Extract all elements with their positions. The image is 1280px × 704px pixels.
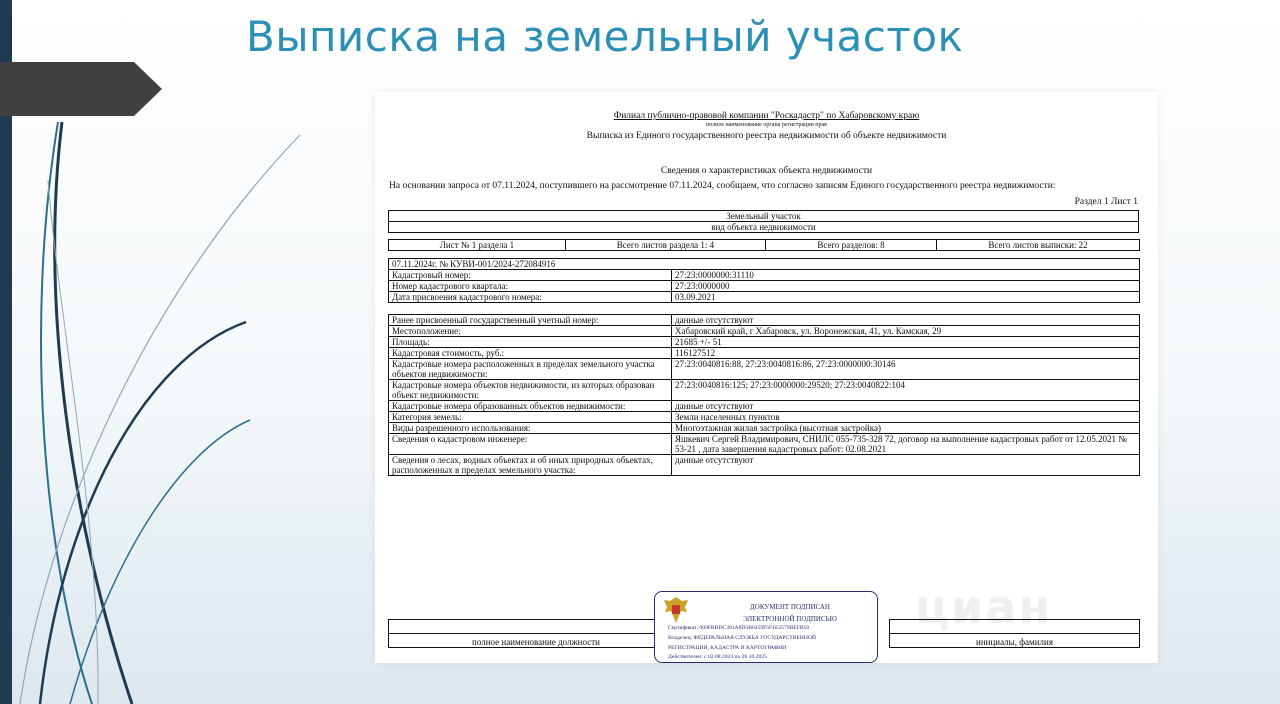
row-value: 116127512 [672,348,1140,359]
table-row [389,337,1140,348]
table-row [389,326,1140,337]
table-row [389,455,1140,476]
doc-heading: Выписка из Единого государственного реестра недвижимости об объекте недвижимости [586,131,947,141]
row-value: Яшкевич Сергей Владимирович, СНИЛС 055-735-328 72, договор на выполнение кадастровых работ от 12.05.2021 № 53-21 , дата завершения кадастровых работ: 02.08.2021 [672,434,1140,455]
row-label: Кадастровые номера расположенных в пределах земельного участка объектов недвижимости: [389,359,672,380]
title-arrow-tab [0,62,162,116]
row-value: Многоэтажная жилая застройка (высотная застройка) [672,423,1140,434]
characteristics-table [388,314,1140,476]
object-kind-caption: вид объекта недвижимости [389,222,1139,233]
identifiers-table [388,258,1140,303]
row-value: Земли населенных пунктов [672,412,1140,423]
row-value: Хабаровский край, г Хабаровск, ул. Воронежская, 41, ул. Камская, 29 [672,326,1140,337]
stamp-title-2: ЭЛЕКТРОННОЙ ПОДПИСЬЮ [743,615,837,623]
stamp-certificate: Сертификат: 009FBBDC381A8D3B6459F5F1E2579BEFB50 [668,625,810,631]
row-label: Ранее присвоенный государственный учетный номер: [389,315,672,326]
sheet-cell: Всего листов раздела 1: 4 [566,240,766,251]
row-label: Сведения о лесах, водных объектах и об иных природных объектах, расположенных в пределах земельного участка: [389,455,672,476]
doc-intro: На основании запроса от 07.11.2024, поступившего на рассмотрение 07.11.2024, сообщаем, что согласно записям Единого государственного реестра недвижимости: [389,181,1056,191]
stamp-owner-2: РЕГИСТРАЦИИ, КАДАСТРА И КАРТОГРАФИИ [668,645,787,651]
row-label: Кадастровые номера образованных объектов недвижимости: [389,401,672,412]
doc-org-name: Филиал публично-правовой компании "Роскадастр" по Хабаровскому краю [613,111,920,121]
row-label: Кадастровые номера объектов недвижимости, из которых образован объект недвижимости: [389,380,672,401]
table-row [389,412,1140,423]
sheet-cell: Всего разделов: 8 [766,240,937,251]
slide-title: Выписка на земельный участок [246,12,964,61]
watermark: циан [915,580,1053,634]
sheet-cell: Лист № 1 раздела 1 [389,240,566,251]
row-label: Кадастровый номер: [389,270,672,281]
row-value: данные отсутствуют [672,401,1140,412]
row-label: Категория земель: [389,412,672,423]
row-label: Номер кадастрового квартала: [389,281,672,292]
stamp-validity: Действителен: с 02.08.2024 по 26.10.2025 [668,654,767,660]
row-value: 27:23:0000000 [672,281,1140,292]
table-row [389,434,1140,455]
table-row [389,348,1140,359]
row-value: 21685 +/- 51 [672,337,1140,348]
row-value: 27:23:0000000:31110 [672,270,1140,281]
row-value: 03.09.2021 [672,292,1140,303]
table-row [389,292,1140,303]
electronic-signature-stamp [654,591,878,663]
row-label: Дата присвоения кадастрового номера: [389,292,672,303]
row-value: 27:23:0040816:125; 27:23:0000000:29520; 27:23:0040822:104 [672,380,1140,401]
table-row [389,359,1140,380]
position-label: полное наименование должности [389,634,684,648]
row-label: Кадастровая стоимость, руб.: [389,348,672,359]
stamp-title-1: ДОКУМЕНТ ПОДПИСАН [750,603,830,611]
doc-org-caption: полное наименование органа регистрации прав [705,122,828,128]
table-row [389,315,1140,326]
name-label: инициалы, фамилия [890,634,1140,648]
row-label: Местоположение: [389,326,672,337]
table-row [389,423,1140,434]
table-row [389,270,1140,281]
table-row [389,380,1140,401]
doc-sheet-label: Раздел 1 Лист 1 [1074,197,1138,207]
table-row [389,401,1140,412]
extract-document-image [375,92,1158,663]
row-value: данные отсутствуют [672,315,1140,326]
object-kind: Земельный участок [389,211,1139,222]
table-row [389,281,1140,292]
eagle-emblem-icon [662,595,690,625]
row-value: 27:23:0040816:88, 27:23:0040816:86, 27:23:0000000:30146 [672,359,1140,380]
doc-number: 07.11.2024г. № КУВИ-001/2024-272084916 [389,259,1140,270]
sheets-table [388,239,1140,251]
sheet-cell: Всего листов выписки: 22 [937,240,1140,251]
stamp-owner: Владелец: ФЕДЕРАЛЬНАЯ СЛУЖБА ГОСУДАРСТВЕННОЙ [668,635,816,641]
object-kind-table [388,210,1139,233]
row-label: Виды разрешенного использования: [389,423,672,434]
row-label: Площадь: [389,337,672,348]
row-label: Сведения о кадастровом инженере: [389,434,672,455]
row-value: данные отсутствуют [672,455,1140,476]
doc-section-title: Сведения о характеристиках объекта недвижимости [660,166,873,176]
